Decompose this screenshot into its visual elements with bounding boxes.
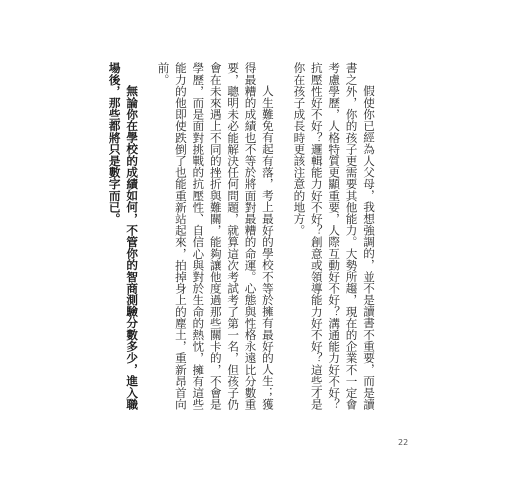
page-number: 22 xyxy=(398,438,409,447)
emphasis-paragraph: 無論你在學校的成績如何，不管你的智商測驗分數多少，進入職場後，那些都將只是數字而已。 xyxy=(107,62,140,410)
paragraph-parents: 假使你已經為人父母，我想強調的，並不是讀書不重要，而是讀書之外，你的孩子更需要其他能力。大勢所趨，現在的企業不一定會考慮學歷，人格特質更顯重要，人際互動好不好？溝通能力好不好？抗壓性好不好？邏輯能力好不好？創意或領導能力好不好？這些才是你在孩子成長時更該注意的地方。 xyxy=(292,62,376,410)
body-text xyxy=(105,62,377,414)
paragraph-life: 人生難免有起有落，考上最好的學校不等於擁有最好的人生；獲得最糟的成績也不等於將面對最糟的命運。心態與性格永遠比分數重要，聰明未必能解決任何問題，就算這次考試考了第一名，但孩子仍會在未來遇上不同的挫折與難關，能夠讓他度過那些關卡的，不會是學歷，而是面對挑戰的抗壓性、自信心與對於生命的熱忱，擁有這些能力的他即使跌倒了也能重新站起來，拍掉身上的塵土，重新昂首向前。 xyxy=(156,62,275,410)
